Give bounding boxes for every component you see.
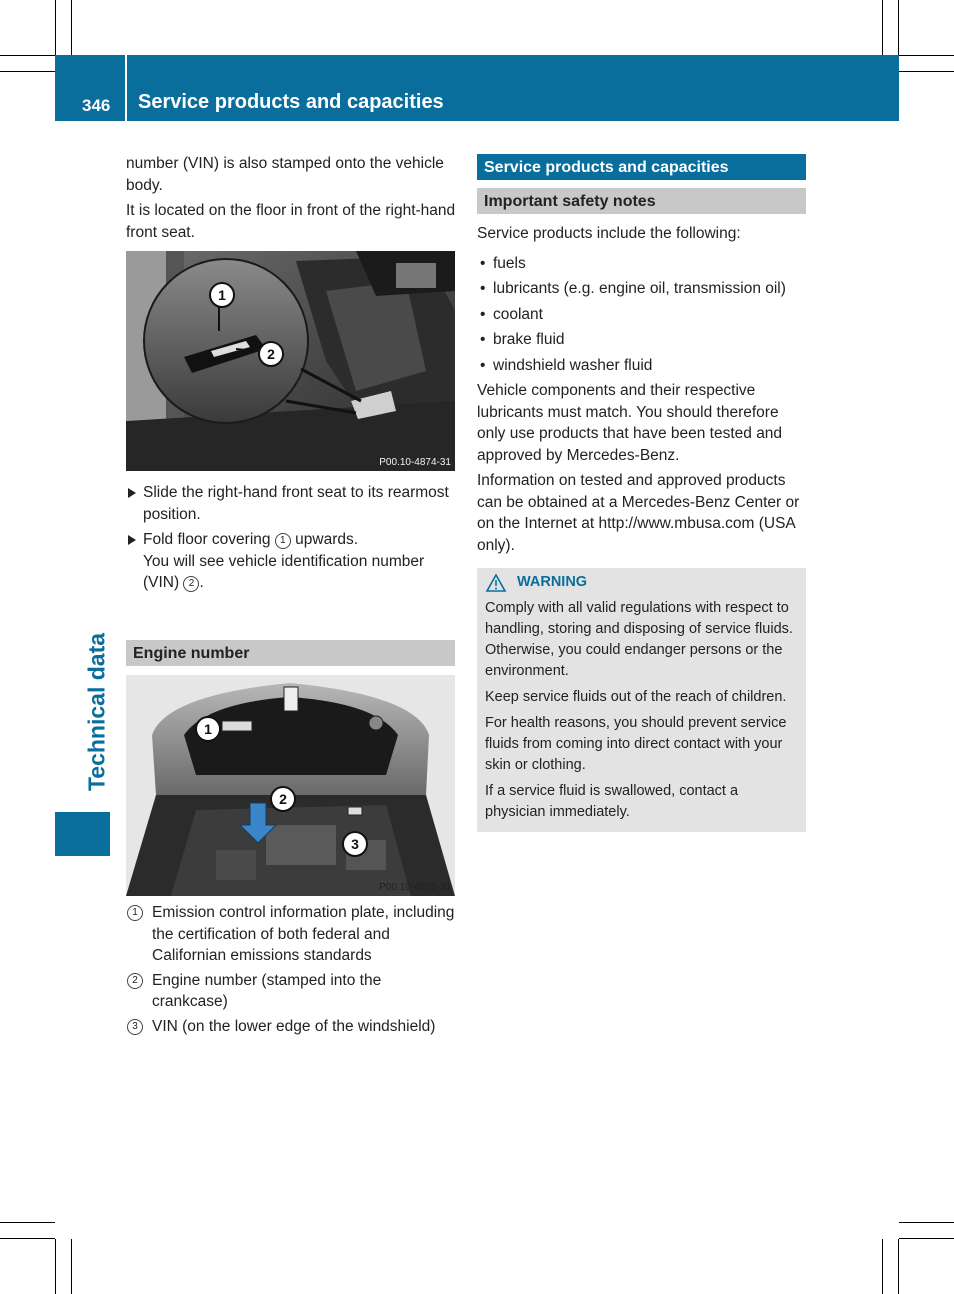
section-heading: Service products and capacities <box>477 154 806 180</box>
callout-2: 2 <box>258 341 284 367</box>
legend-number: 3 <box>127 1019 143 1035</box>
warning-paragraph: Keep service fluids out of the reach of children. <box>485 689 787 705</box>
crop-mark <box>71 0 72 55</box>
warning-label: WARNING <box>517 574 588 590</box>
legend-item: 2 Engine number (stamped into the crankcase) <box>126 970 456 1013</box>
step-arrow-icon <box>128 488 136 498</box>
section-heading: Engine number <box>126 640 455 666</box>
sub-heading: Important safety notes <box>477 188 806 214</box>
header-divider <box>125 55 127 121</box>
crop-mark <box>882 0 883 55</box>
crop-mark <box>0 55 55 56</box>
warning-triangle-icon <box>485 573 507 593</box>
bullet-item: • coolant <box>480 305 543 323</box>
step-arrow-icon <box>128 535 136 545</box>
warning-paragraph: If a service fluid is swallowed, contact a physician immediately. <box>485 783 739 820</box>
vin-location-image <box>126 251 455 471</box>
intro-paragraph: Service products include the following: <box>477 225 741 242</box>
crop-mark <box>71 1239 72 1294</box>
crop-mark <box>898 0 899 55</box>
left-intro <box>126 153 456 247</box>
intro-paragraph: number (VIN) is also stamped onto the vehicle body. <box>126 155 444 194</box>
seat-floor-illustration <box>126 251 455 471</box>
side-tab-label: Technical data <box>83 632 110 792</box>
intro-paragraph: It is located on the floor in front of the right-hand front seat. <box>126 202 456 241</box>
warning-paragraph: Comply with all valid regulations with respect to handling, storing and disposing of service fluids. Otherwise, you could endanger persons or the environment. <box>485 600 793 679</box>
page-number: 346 <box>82 96 111 115</box>
engine-bay-illustration <box>126 675 455 896</box>
crop-mark <box>55 1239 56 1294</box>
legend-list <box>126 902 456 1040</box>
crop-mark <box>882 1239 883 1294</box>
crop-mark <box>0 1222 55 1223</box>
inline-callout-2: 2 <box>183 576 199 592</box>
callout-3: 3 <box>342 831 368 857</box>
callout-1: 1 <box>195 716 221 742</box>
crop-mark <box>898 1239 899 1294</box>
bullet-item: • windshield washer fluid <box>480 356 653 374</box>
engine-number-section <box>126 640 455 666</box>
inline-callout-1: 1 <box>275 533 291 549</box>
bullet-item: • fuels <box>480 254 526 272</box>
bullet-item: • lubricants (e.g. engine oil, transmission oil) <box>480 280 786 297</box>
crop-mark <box>0 1238 55 1239</box>
warning-header <box>485 572 798 593</box>
legend-number: 2 <box>127 973 143 989</box>
legend-number: 1 <box>127 905 143 921</box>
side-tab-marker <box>55 812 110 856</box>
callout-1: 1 <box>209 282 235 308</box>
crop-mark <box>55 0 56 55</box>
step-item: Fold floor covering 1 upwards. You will see vehicle identification number (VIN) 2 . <box>126 529 456 594</box>
image-code: P00.10-4874-31 <box>379 457 451 468</box>
image-code: P00.10-4875-31 <box>379 882 451 893</box>
step-item: Slide the right-hand front seat to its rearmost position. <box>126 482 456 525</box>
body-paragraph: Vehicle components and their respective lubricants must match. You should therefore only use products that have been tested and approved by Mercedes-Benz. <box>477 382 783 464</box>
crop-mark <box>899 1222 954 1223</box>
crop-mark <box>0 71 55 72</box>
warning-paragraph: For health reasons, you should prevent service fluids from coming into direct contact with your skin or clothing. <box>485 715 787 773</box>
warning-box <box>477 568 806 832</box>
legend-item: 1 Emission control information plate, including the certification of both federal and Californian emissions standards <box>126 902 456 967</box>
crop-mark <box>899 1238 954 1239</box>
page-title: Service products and capacities <box>138 91 444 113</box>
engine-bay-image <box>126 675 455 896</box>
right-column <box>477 154 806 832</box>
bullet-item: • brake fluid <box>480 331 565 348</box>
crop-mark <box>899 55 954 56</box>
legend-item: 3 VIN (on the lower edge of the windshield) <box>126 1016 456 1038</box>
instruction-steps <box>126 482 456 598</box>
crop-mark <box>899 71 954 72</box>
body-paragraph: Information on tested and approved products can be obtained at a Mercedes-Benz Center or on the Internet at http://www.mbusa.com (USA only). <box>477 472 800 554</box>
callout-2: 2 <box>270 786 296 812</box>
